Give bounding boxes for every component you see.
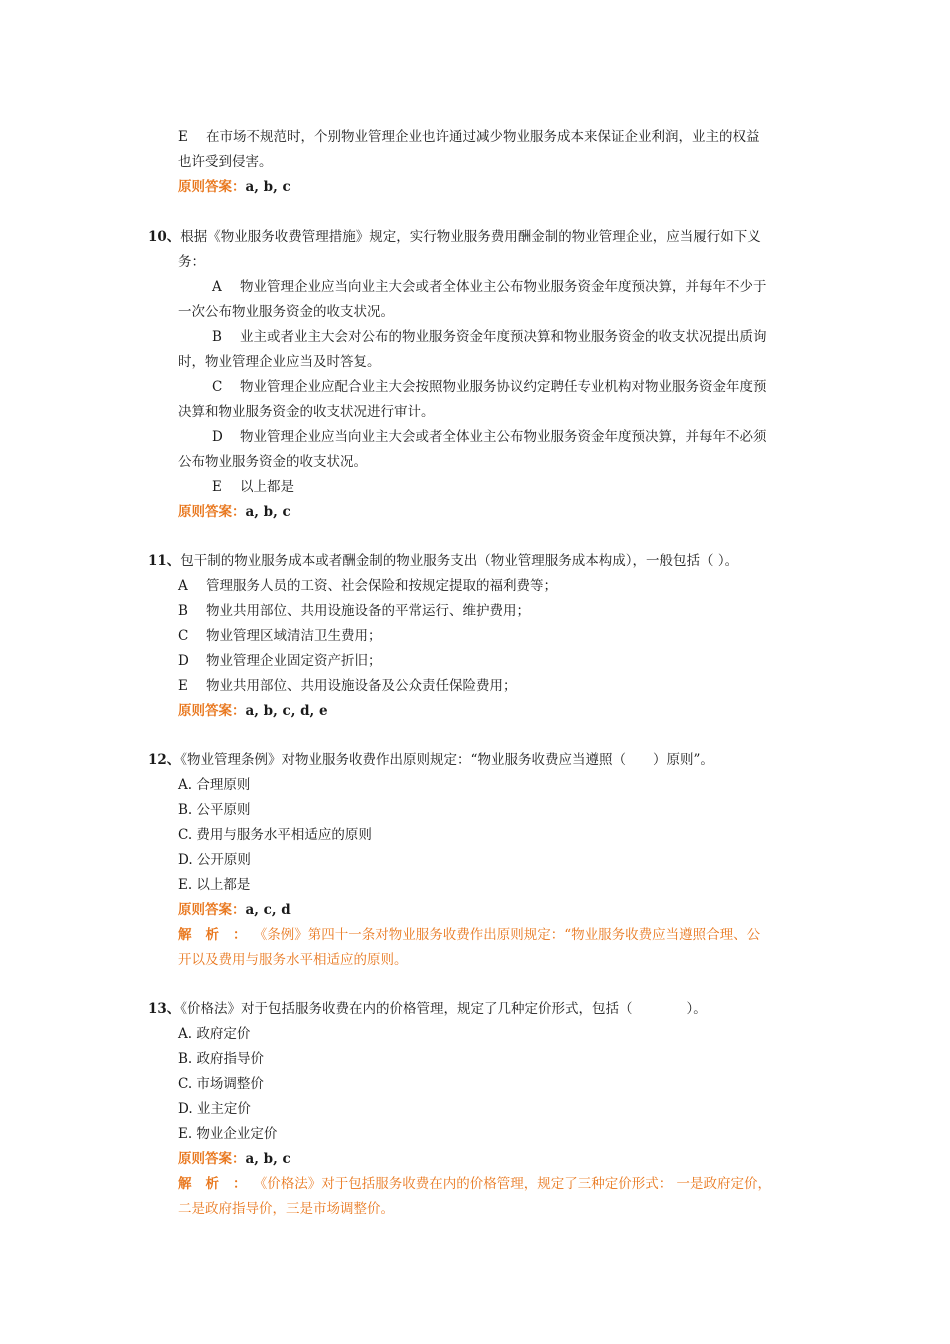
q12-analysis <box>178 925 760 945</box>
question-text: 《物业管理条例》对物业服务收费作出原则规定：“物业服务收费应当遵照（ ）原则”。 <box>180 752 714 768</box>
analysis-label: 解析： <box>178 927 261 943</box>
q10-option-c-cont: 决算和物业服务资金的收支状况进行审计。 <box>178 404 435 420</box>
q13-option-b: B. 政府指导价 <box>178 1051 265 1067</box>
q13-option-a: A. 政府定价 <box>178 1026 251 1042</box>
q12-analysis-cont: 开以及费用与服务水平相适应的原则。 <box>178 952 408 968</box>
question-number: 10、 <box>148 229 181 245</box>
q9-option-e-cont: 也许受到侵害。 <box>178 154 273 170</box>
question-number: 13、 <box>148 1001 181 1017</box>
q11-option-b <box>178 601 530 621</box>
option-text: 以上都是 <box>240 479 294 495</box>
answer-label: 原则答案： <box>178 1151 246 1167</box>
q11-option-d <box>178 651 382 671</box>
question-number: 12、 <box>148 752 181 768</box>
q12-stem <box>148 750 714 770</box>
q9-answer <box>178 177 291 197</box>
q10-option-a-cont: 一次公布物业服务资金的收支状况。 <box>178 304 394 320</box>
q13-answer <box>178 1149 291 1169</box>
question-number: 11、 <box>148 553 181 569</box>
option-letter: C <box>212 379 223 395</box>
option-text: 物业共用部位、共用设施设备及公众责任保险费用； <box>206 678 517 694</box>
option-text: 物业管理企业应配合业主大会按照物业服务协议约定聘任专业机构对物业服务资金年度预 <box>240 379 767 395</box>
q10-option-d-cont: 公布物业服务资金的收支状况。 <box>178 454 367 470</box>
option-text: 在市场不规范时，个别物业管理企业也许通过减少物业服务成本来保证企业利润，业主的权益 <box>206 129 760 145</box>
q13-option-e: E. 物业企业定价 <box>178 1126 278 1142</box>
q10-option-c <box>212 377 767 397</box>
q11-option-a <box>178 576 557 596</box>
q10-option-e <box>212 477 294 497</box>
option-letter: E <box>178 678 188 694</box>
option-letter: E <box>178 129 188 145</box>
q10-option-a <box>212 277 767 297</box>
answer-label: 原则答案： <box>178 504 246 520</box>
answer-label: 原则答案： <box>178 902 246 918</box>
q13-option-d: D. 业主定价 <box>178 1101 251 1117</box>
q13-option-c: C. 市场调整价 <box>178 1076 264 1092</box>
q12-option-d: D. 公开原则 <box>178 852 251 868</box>
q11-option-c <box>178 626 382 646</box>
option-letter: D <box>178 653 189 669</box>
q10-option-b <box>212 327 767 347</box>
option-letter: A <box>178 578 188 594</box>
q13-stem <box>148 999 707 1019</box>
option-letter: A <box>212 279 222 295</box>
q11-stem <box>148 551 738 571</box>
option-letter: B <box>212 329 222 345</box>
answer-label: 原则答案： <box>178 703 246 719</box>
q11-option-e <box>178 676 517 696</box>
option-text: 物业管理企业固定资产折旧； <box>206 653 382 669</box>
answer-value: a, b, c <box>245 1151 291 1167</box>
q10-stem <box>148 227 761 247</box>
question-text: 《价格法》对于包括服务收费在内的价格管理，规定了几种定价形式，包括（ ）。 <box>180 1001 707 1017</box>
option-text: 物业管理企业应当向业主大会或者全体业主公布物业服务资金年度预决算，并每年不少于 <box>240 279 767 295</box>
answer-value: a, b, c <box>245 504 291 520</box>
answer-value: a, c, d <box>245 902 291 918</box>
option-letter: B <box>178 603 188 619</box>
analysis-label: 解析： <box>178 1176 261 1192</box>
answer-value: a, b, c <box>245 179 291 195</box>
question-text: 根据《物业服务收费管理措施》规定，实行物业服务费用酬金制的物业管理企业，应当履行如下义 <box>180 229 761 245</box>
q13-analysis-cont: 二是政府指导价，三是市场调整价。 <box>178 1201 394 1217</box>
option-letter: E <box>212 479 222 495</box>
answer-value: a, b, c, d, e <box>245 703 328 719</box>
q13-analysis <box>178 1174 771 1194</box>
q12-option-b: B. 公平原则 <box>178 802 251 818</box>
q11-answer <box>178 701 328 721</box>
answer-label: 原则答案： <box>178 179 246 195</box>
option-text: 物业管理企业应当向业主大会或者全体业主公布物业服务资金年度预决算，并每年不必须 <box>240 429 767 445</box>
q10-option-d <box>212 427 767 447</box>
option-text: 业主或者业主大会对公布的物业服务资金年度预决算和物业服务资金的收支状况提出质询 <box>240 329 767 345</box>
option-letter: C <box>178 628 189 644</box>
analysis-text: 《条例》第四十一条对物业服务收费作出原则规定：“物业服务收费应当遵照合理、公 <box>260 927 761 943</box>
option-letter: D <box>212 429 223 445</box>
q10-answer <box>178 502 291 522</box>
q12-option-e: E. 以上都是 <box>178 877 251 893</box>
analysis-text: 《价格法》对于包括服务收费在内的价格管理，规定了三种定价形式： 一是政府定价， <box>260 1176 772 1192</box>
q12-answer <box>178 900 291 920</box>
q10-stem-cont: 务： <box>178 254 205 270</box>
option-text: 管理服务人员的工资、社会保险和按规定提取的福利费等； <box>206 578 557 594</box>
q12-option-a: A. 合理原则 <box>178 777 251 793</box>
option-text: 物业共用部位、共用设施设备的平常运行、维护费用； <box>206 603 530 619</box>
q12-option-c: C. 费用与服务水平相适应的原则 <box>178 827 372 843</box>
q10-option-b-cont: 时，物业管理企业应当及时答复。 <box>178 354 381 370</box>
q9-option-e <box>178 127 760 147</box>
question-text: 包干制的物业服务成本或者酬金制的物业服务支出（物业管理服务成本构成），一般包括（ ）。 <box>180 553 739 569</box>
option-text: 物业管理区域清洁卫生费用； <box>206 628 382 644</box>
